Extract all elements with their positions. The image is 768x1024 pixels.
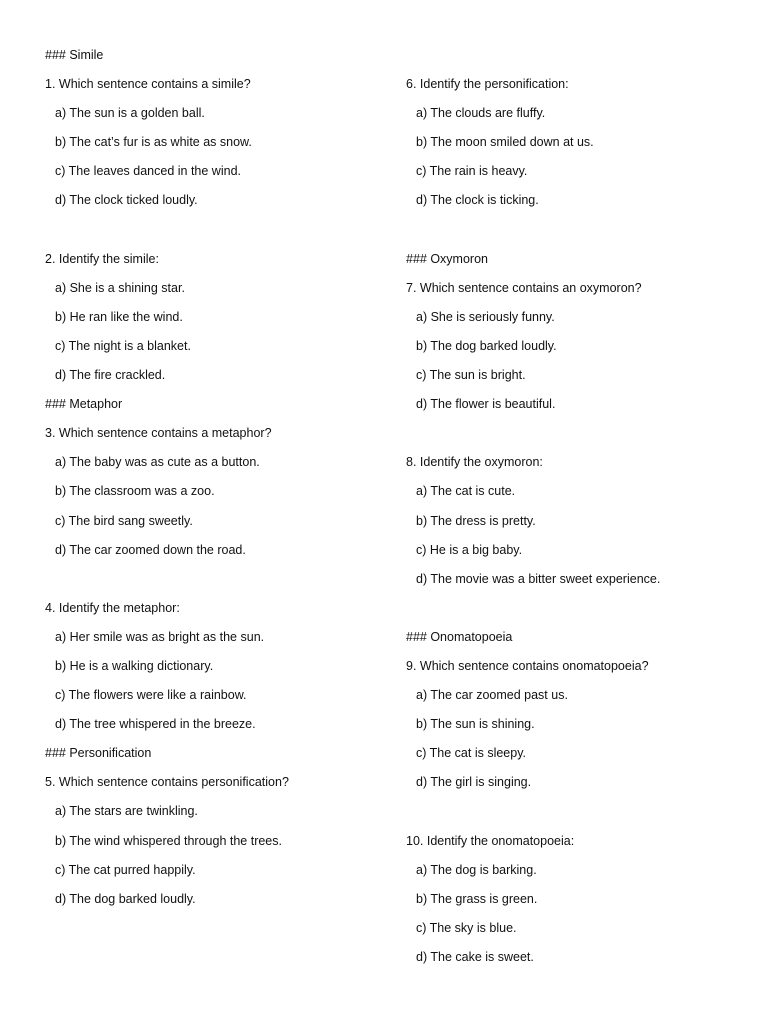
- question-text: 1. Which sentence contains a simile?: [45, 77, 251, 92]
- answer-option: d) The dog barked loudly.: [55, 891, 196, 906]
- section-heading: ### Personification: [45, 746, 152, 761]
- question-text: 6. Identify the personification:: [406, 77, 569, 92]
- answer-option: d) The clock ticked loudly.: [55, 193, 198, 208]
- answer-option: d) The car zoomed down the road.: [55, 542, 246, 557]
- blank-line: [406, 44, 746, 73]
- section-heading: ### Simile: [45, 48, 104, 62]
- answer-option: c) The cat purred happily.: [55, 862, 196, 877]
- answer-option: c) The cat is sleepy.: [416, 746, 526, 761]
- question-text: 7. Which sentence contains an oxymoron?: [406, 280, 642, 295]
- answer-option: b) The dress is pretty.: [416, 513, 536, 528]
- answer-option: b) The grass is green.: [416, 891, 538, 906]
- question-text: 8. Identify the oxymoron:: [406, 455, 543, 470]
- answer-option: a) The stars are twinkling.: [55, 804, 198, 819]
- answer-option: b) The wind whispered through the trees.: [55, 833, 282, 848]
- question-text: 2. Identify the simile:: [45, 251, 159, 266]
- question-text: 9. Which sentence contains onomatopoeia?: [406, 658, 649, 673]
- blank-line: [45, 219, 385, 248]
- blank-line: [406, 219, 746, 248]
- answer-option: c) The bird sang sweetly.: [55, 513, 193, 528]
- answer-option: c) The sky is blue.: [416, 920, 517, 935]
- answer-option: d) The girl is singing.: [416, 775, 532, 790]
- answer-option: c) The rain is heavy.: [416, 164, 528, 179]
- question-text: 4. Identify the metaphor:: [45, 600, 180, 615]
- question-text: 10. Identify the onomatopoeia:: [406, 833, 575, 848]
- answer-option: a) The car zoomed past us.: [416, 688, 568, 703]
- right-column: [406, 44, 746, 975]
- blank-line: [45, 568, 385, 597]
- answer-option: d) The cake is sweet.: [416, 949, 534, 964]
- answer-option: a) The cat is cute.: [416, 484, 516, 499]
- answer-option: a) The clouds are fluffy.: [416, 106, 546, 121]
- blank-line: [406, 597, 746, 626]
- answer-option: c) The sun is bright.: [416, 368, 526, 383]
- answer-option: b) The dog barked loudly.: [416, 338, 557, 353]
- answer-option: b) He ran like the wind.: [55, 309, 183, 324]
- blank-line: [406, 800, 746, 829]
- answer-option: c) He is a big baby.: [416, 542, 523, 557]
- section-heading: ### Oxymoron: [406, 251, 488, 266]
- answer-option: a) The dog is barking.: [416, 862, 537, 877]
- answer-option: d) The flower is beautiful.: [416, 397, 556, 412]
- left-column: [45, 44, 385, 917]
- answer-option: b) The cat’s fur is as white as snow.: [55, 135, 252, 150]
- question-text: 3. Which sentence contains a metaphor?: [45, 426, 272, 441]
- blank-line: [406, 422, 746, 451]
- section-heading: ### Metaphor: [45, 397, 123, 412]
- answer-option: c) The flowers were like a rainbow.: [55, 688, 247, 703]
- answer-option: a) The sun is a golden ball.: [55, 106, 205, 121]
- answer-option: a) She is seriously funny.: [416, 309, 555, 324]
- answer-option: b) The sun is shining.: [416, 717, 535, 732]
- answer-option: a) The baby was as cute as a button.: [55, 455, 260, 470]
- answer-option: b) The classroom was a zoo.: [55, 484, 215, 499]
- answer-option: b) He is a walking dictionary.: [55, 658, 214, 673]
- answer-option: d) The fire crackled.: [55, 368, 166, 383]
- question-text: 5. Which sentence contains personification?: [45, 775, 289, 790]
- answer-option: b) The moon smiled down at us.: [416, 135, 594, 150]
- answer-option: d) The tree whispered in the breeze.: [55, 717, 256, 732]
- answer-option: d) The movie was a bitter sweet experience.: [416, 571, 661, 586]
- answer-option: c) The leaves danced in the wind.: [55, 164, 241, 179]
- answer-option: c) The night is a blanket.: [55, 338, 191, 353]
- answer-option: a) Her smile was as bright as the sun.: [55, 629, 265, 644]
- answer-option: a) She is a shining star.: [55, 280, 185, 295]
- answer-option: d) The clock is ticking.: [416, 193, 539, 208]
- section-heading: ### Onomatopoeia: [406, 629, 513, 644]
